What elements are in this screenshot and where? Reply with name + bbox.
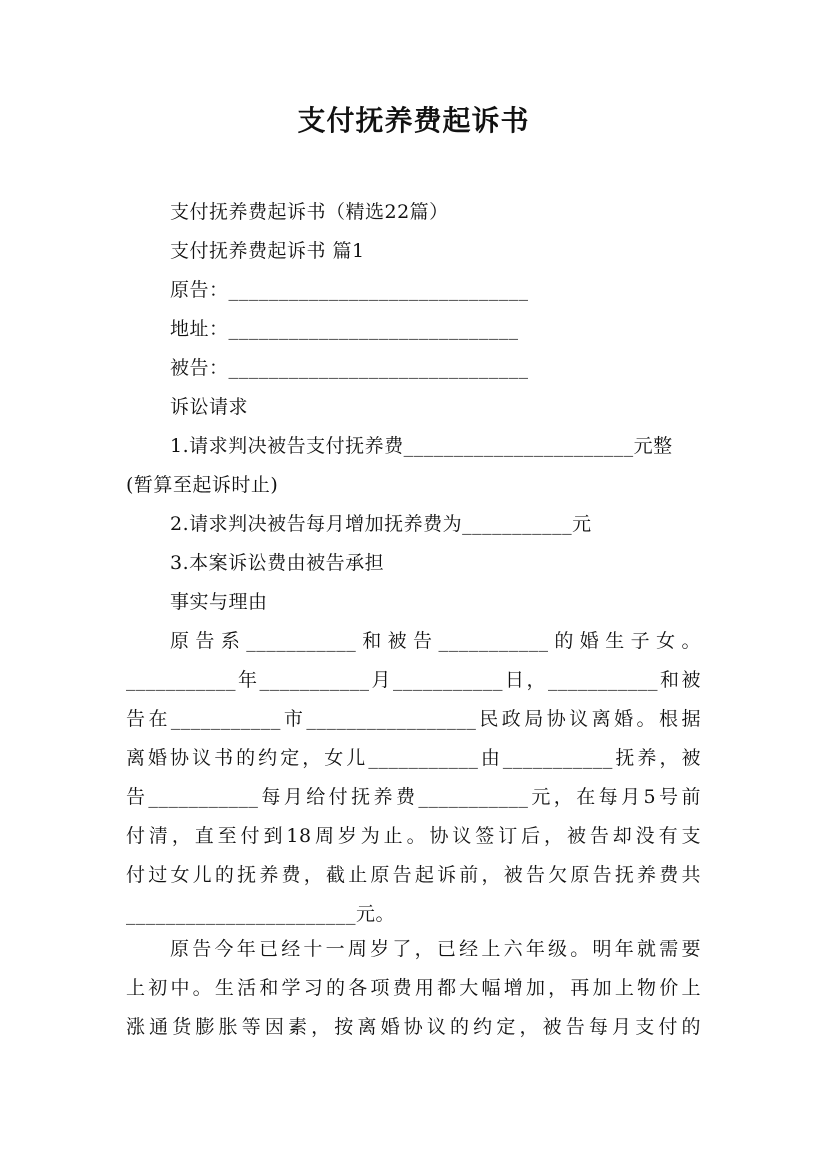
- document-line: 1.请求判决被告支付抚养费_______________________元整: [170, 435, 673, 457]
- document-line: (暂算至起诉时止): [126, 474, 279, 496]
- document-body-part-1: [126, 193, 701, 934]
- document-line: 告___________每月给付抚养费___________元，在每月5号前: [126, 786, 701, 808]
- document-line: 2.请求判决被告每月增加抚养费为___________元: [170, 513, 592, 535]
- document-line: 上初中。生活和学习的各项费用都大幅增加，再加上物价上: [126, 977, 701, 999]
- document-body-part-2: [126, 930, 701, 1047]
- document-line: 3.本案诉讼费由被告承担: [170, 552, 385, 574]
- document-line: 涨通货膨胀等因素，按离婚协议的约定，被告每月支付的: [126, 1016, 701, 1038]
- document-line: 被告：______________________________: [170, 357, 529, 379]
- document-line: 原告系___________和被告___________的婚生子女。: [170, 630, 701, 652]
- document-line: 原告今年已经十一周岁了，已经上六年级。明年就需要: [170, 938, 701, 960]
- document-line: 诉讼请求: [170, 396, 249, 418]
- document-title: 支付抚养费起诉书: [297, 104, 530, 137]
- document-line: 支付抚养费起诉书 篇1: [170, 240, 365, 262]
- document-line: 事实与理由: [170, 591, 268, 613]
- document-line: ___________年___________月___________日，___________和被: [126, 669, 701, 691]
- document-line: 告在___________市_________________民政局协议离婚。根据: [126, 708, 701, 730]
- document-line: 离婚协议书的约定，女儿___________由___________抚养，被: [126, 747, 701, 769]
- document-line: 付过女儿的抚养费，截止原告起诉前，被告欠原告抚养费共: [126, 864, 701, 886]
- document-line: 付清，直至付到18周岁为止。协议签订后，被告却没有支: [126, 825, 701, 847]
- document-line: 支付抚养费起诉书（精选22篇）: [170, 201, 449, 223]
- document-line: _______________________元。: [126, 903, 396, 925]
- document-line: 地址：_____________________________: [170, 318, 519, 340]
- document-line: 原告：______________________________: [170, 279, 529, 301]
